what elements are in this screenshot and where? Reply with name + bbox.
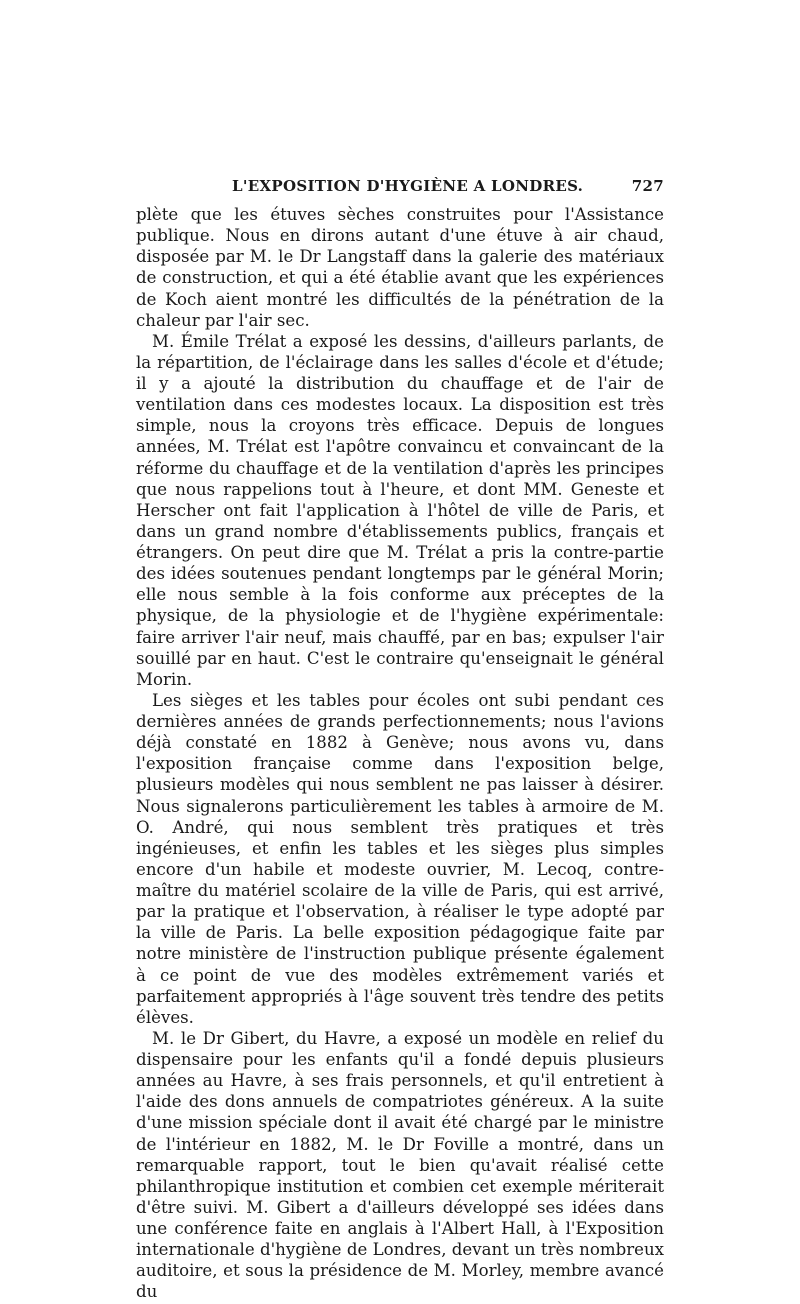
paragraph-continued: plète que les étuves sèches construites pour l'Assistance publique. Nous en dirons autant d'une étuve à air chaud, disposée par M. le Dr Langstaff dans la galerie des matériaux de construction, et qui a été établie avant que les expériences de Koch aient montré les difficultés de la pénétration de la chaleur par l'air sec. — [136, 205, 664, 330]
page-number: 727 — [631, 177, 664, 195]
paragraph-trelat: M. Émile Trélat a exposé les dessins, d'ailleurs parlants, de la répartition, de l'éclairage dans les salles d'école et d'étude; il y a ajouté la distribution du chauffage et de l'air de ventilation dans ces modestes locaux. La disposition est très simple, nous la croyons très efficace. Depuis de longues années, M. Trélat est l'apôtre convaincu et convaincant de la réforme du chauffage et de la ventilation d'après les principes que nous rappelions tout à l'heure, et dont MM. Geneste et Herscher ont fait l'application à l'hôtel de ville de Paris, et dans un grand nombre d'établissements publics, français et étrangers. On peut dire que M. Trélat a pris la contre-partie des idées soutenues pendant longtemps par le général Morin; elle nous semble à la fois conforme aux préceptes de la physique, de la physiologie et de l'hygiène expérimentale: faire arriver l'air neuf, mais chauffé, par en bas; expulser l'air souillé par en haut. C'est le contraire qu'enseignait le général Morin. — [136, 331, 664, 689]
running-title: L'EXPOSITION D'HYGIÈNE A LONDRES. — [232, 177, 584, 195]
paragraph-school-furniture: Les sièges et les tables pour écoles ont subi pendant ces dernières années de grands perfectionnements; nous l'avions déjà constaté en 1882 à Genève; nous avons vu, dans l'exposition française comme dans l'exposition belge, plusieurs modèles qui nous semblent ne pas laisser à désirer. Nous signalerons particulièrement les tables à armoire de M. O. André, qui nous semblent très pratiques et très ingénieuses, et enfin les tables et les sièges plus simples encore d'un habile et modeste ouvrier, M. Lecoq, contre-maître du matériel scolaire de la ville de Paris, qui est arrivé, par la pratique et l'observation, à réaliser le type adopté par la ville de Paris. La belle exposition pédagogique faite par notre ministère de l'instruction publique présente également à ce point de vue des modèles extrêmement variés et parfaitement appropriés à l'âge souvent très tendre des petits élèves. — [136, 690, 664, 1027]
page-header — [136, 175, 664, 199]
paragraph-gibert: M. le Dr Gibert, du Havre, a exposé un modèle en relief du dispensaire pour les enfants qu'il a fondé depuis plusieurs années au Havre, à ses frais personnels, et qu'il entretient à l'aide des dons annuels de compatriotes généreux. A la suite d'une mission spéciale dont il avait été chargé par le ministre de l'intérieur en 1882, M. le Dr Foville a montré, dans un remarquable rapport, tout le bien qu'avait réalisé cette philanthropique institution et combien cet exemple mériterait d'être suivi. M. Gibert a d'ailleurs développé ses idées dans une conférence faite en anglais à l'Albert Hall, à l'Exposition internationale d'hygiène de Londres, devant un très nombreux auditoire, et sous la présidence de M. Morley, membre avancé du — [136, 1028, 664, 1302]
body-text — [136, 204, 664, 1303]
